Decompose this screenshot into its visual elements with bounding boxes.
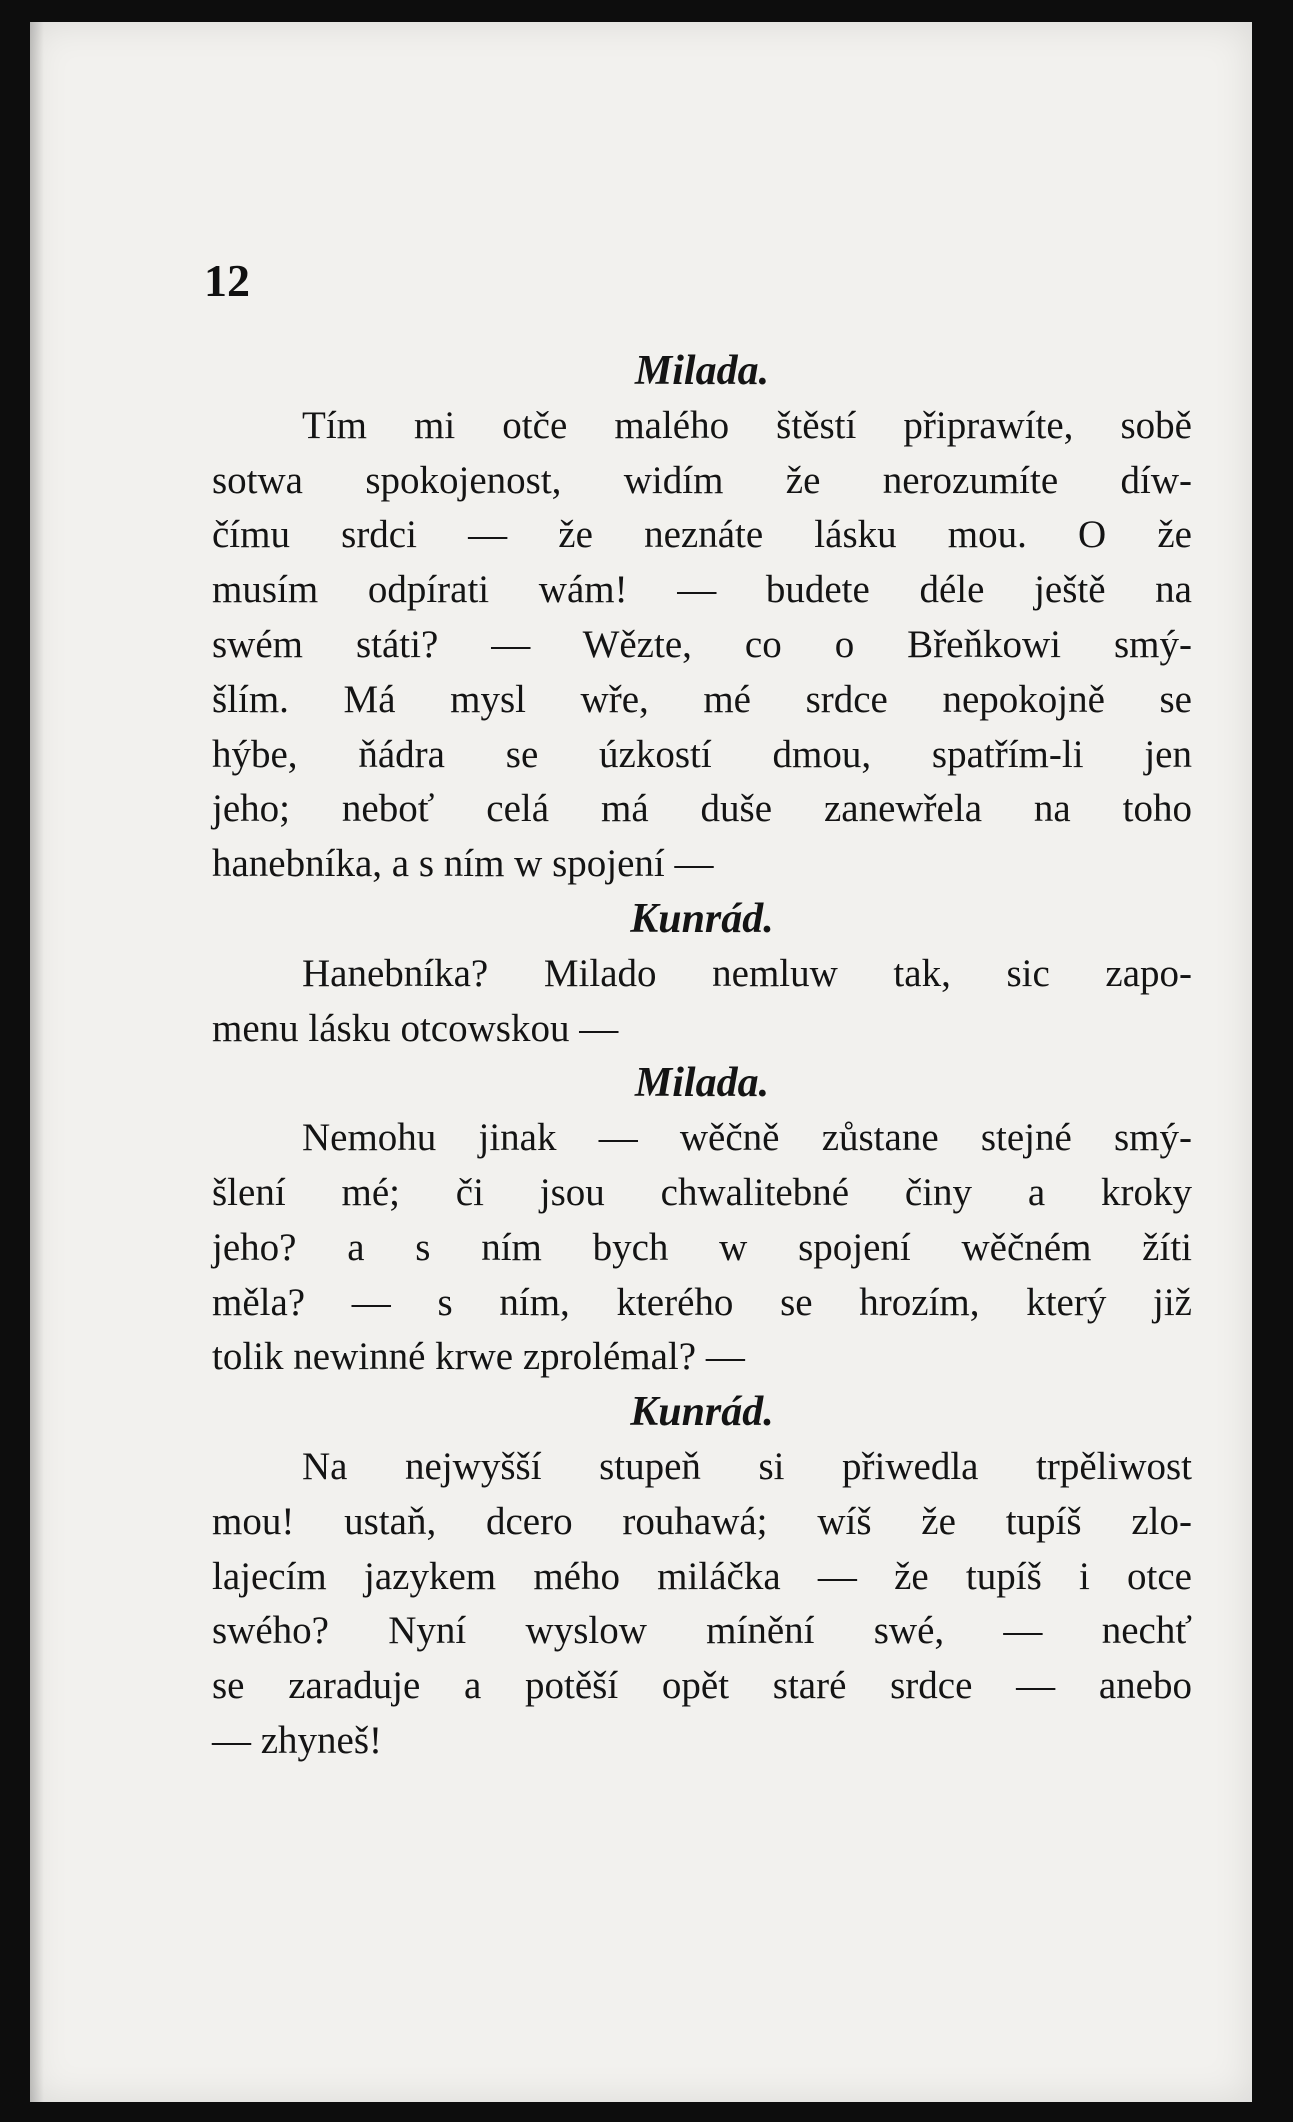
text-line: hýbe, ňádra se úzkostí dmou, spatřím-li jen [212, 732, 1192, 776]
speaker-name: Kunrád. [630, 895, 774, 942]
text-line: jeho? a s ním bych w spojení wěčném žíti [212, 1225, 1192, 1269]
text-line: lajecím jazykem mého miláčka — že tupíš i otce [212, 1554, 1192, 1598]
text-line: se zaraduje a potěší opět staré srdce — anebo [212, 1664, 1192, 1708]
text-line: mou! ustaň, dcero rouhawá; wíš že tupíš zlo- [212, 1499, 1192, 1543]
text-line: Hanebníka? Milado nemluw tak, sic zapo- [302, 951, 1192, 995]
text-line: swého? Nyní wyslow mínění swé, — nechť [212, 1609, 1192, 1653]
text-line: jeho; neboť celá má duše zanewřela na toho [212, 787, 1192, 831]
text-line: čímu srdci — že neznáte lásku mou. O že [212, 513, 1192, 557]
page-edge-shadow [30, 22, 44, 2102]
text-line: hanebníka, a s ním w spojení — [212, 842, 714, 886]
text-line: sotwa spokojenost, widím že nerozumíte díw- [212, 458, 1192, 502]
text-line: šlení mé; či jsou chwalitebné činy a kroky [212, 1170, 1192, 1214]
text-line: Na nejwyšší stupeň si přiwedla trpěliwost [302, 1444, 1192, 1488]
drama-text [212, 344, 1192, 1769]
text-line: swém státi? — Wězte, co o Břeňkowi smý- [212, 622, 1192, 666]
book-page [30, 22, 1252, 2102]
speaker-name: Milada. [634, 348, 770, 394]
text-line: musím odpírati wám! — budete déle ještě na [212, 568, 1192, 612]
text-line: šlím. Má mysl wře, mé srdce nepokojně se [212, 677, 1192, 721]
speaker-name: Kunrád. [630, 1389, 774, 1436]
text-line: menu lásku otcowskou — [212, 1006, 619, 1050]
page-number: 12 [204, 255, 250, 306]
text-line: tolik newinné krwe zprolémal? — [212, 1335, 745, 1379]
text-line: Nemohu jinak — wěčně zůstane stejné smý- [302, 1116, 1192, 1160]
speaker-name: Milada. [634, 1060, 770, 1107]
text-line: měla? — s ním, kterého se hrozím, který již [212, 1280, 1192, 1324]
text-line: Tím mi otče malého štěstí připrawíte, sobě [302, 403, 1192, 447]
text-line: — zhyneš! [212, 1718, 383, 1762]
